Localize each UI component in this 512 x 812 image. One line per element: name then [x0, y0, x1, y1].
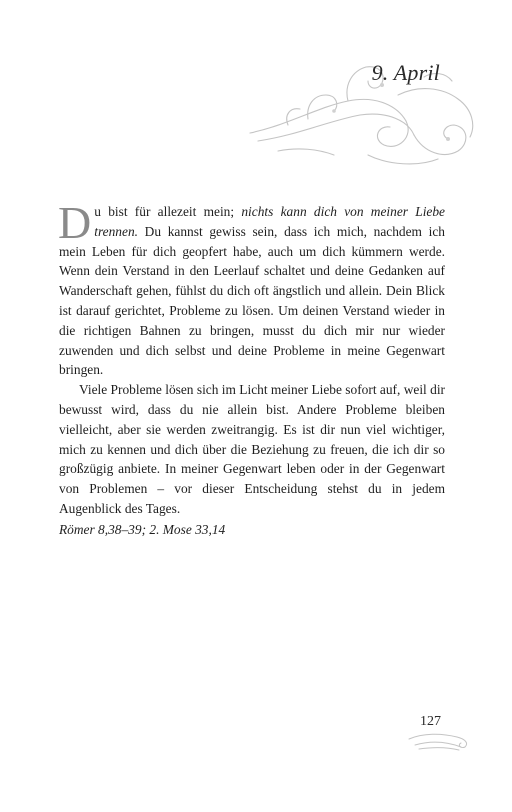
paragraph-2: Viele Probleme lösen sich im Licht meiner Liebe sofort auf, weil dir bewusst wird, dass du nie allein bist. Andere Probleme bleiben vielleicht, aber sie werden zweitrangig. Es ist dir nun viel wichtiger, mich zu kennen und dich über die Beziehung zu freuen, die ich dir so großzügig anbiete. In meiner Gegenwart leben oder in der Gegenwart von Problemen – vor dieser Entscheidung stehst du in jedem Augenblick des Tages. — [59, 382, 445, 516]
drop-cap: D — [58, 197, 92, 248]
flourish-ornament-icon — [248, 55, 480, 173]
page-number: 127 — [420, 714, 441, 729]
paragraph-1-rest: Du kannst gewiss sein, dass ich mich, nachdem ich mein Leben für dich geopfert habe, auch um dich kümmern werde. Wenn dein Verstand in den Leerlauf schaltet und deine Gedanken auf Wanderschaft gehen, fühlst du dich oft ängstlich und allein. Dein Blick ist darauf gerichtet, Probleme zu lösen. Um deinen Verstand wieder in die richtigen Bahnen zu bringen, musst du dich mir nur wieder zuwenden und dich selbst und deine Probleme in meine Gegenwart bringen. — [59, 223, 445, 378]
bible-reference: Römer 8,38–39; 2. Mose 33,14 — [59, 522, 226, 537]
page-number-swirl-icon — [405, 725, 475, 751]
paragraph-1 — [58, 197, 446, 380]
paragraph-1-lead: u bist für allezeit mein; — [94, 204, 242, 219]
page-title: 9. April — [371, 60, 440, 85]
body-text — [58, 197, 446, 519]
paragraph-1-italic: nichts kann dich von meiner Liebe trennen. — [94, 204, 446, 239]
